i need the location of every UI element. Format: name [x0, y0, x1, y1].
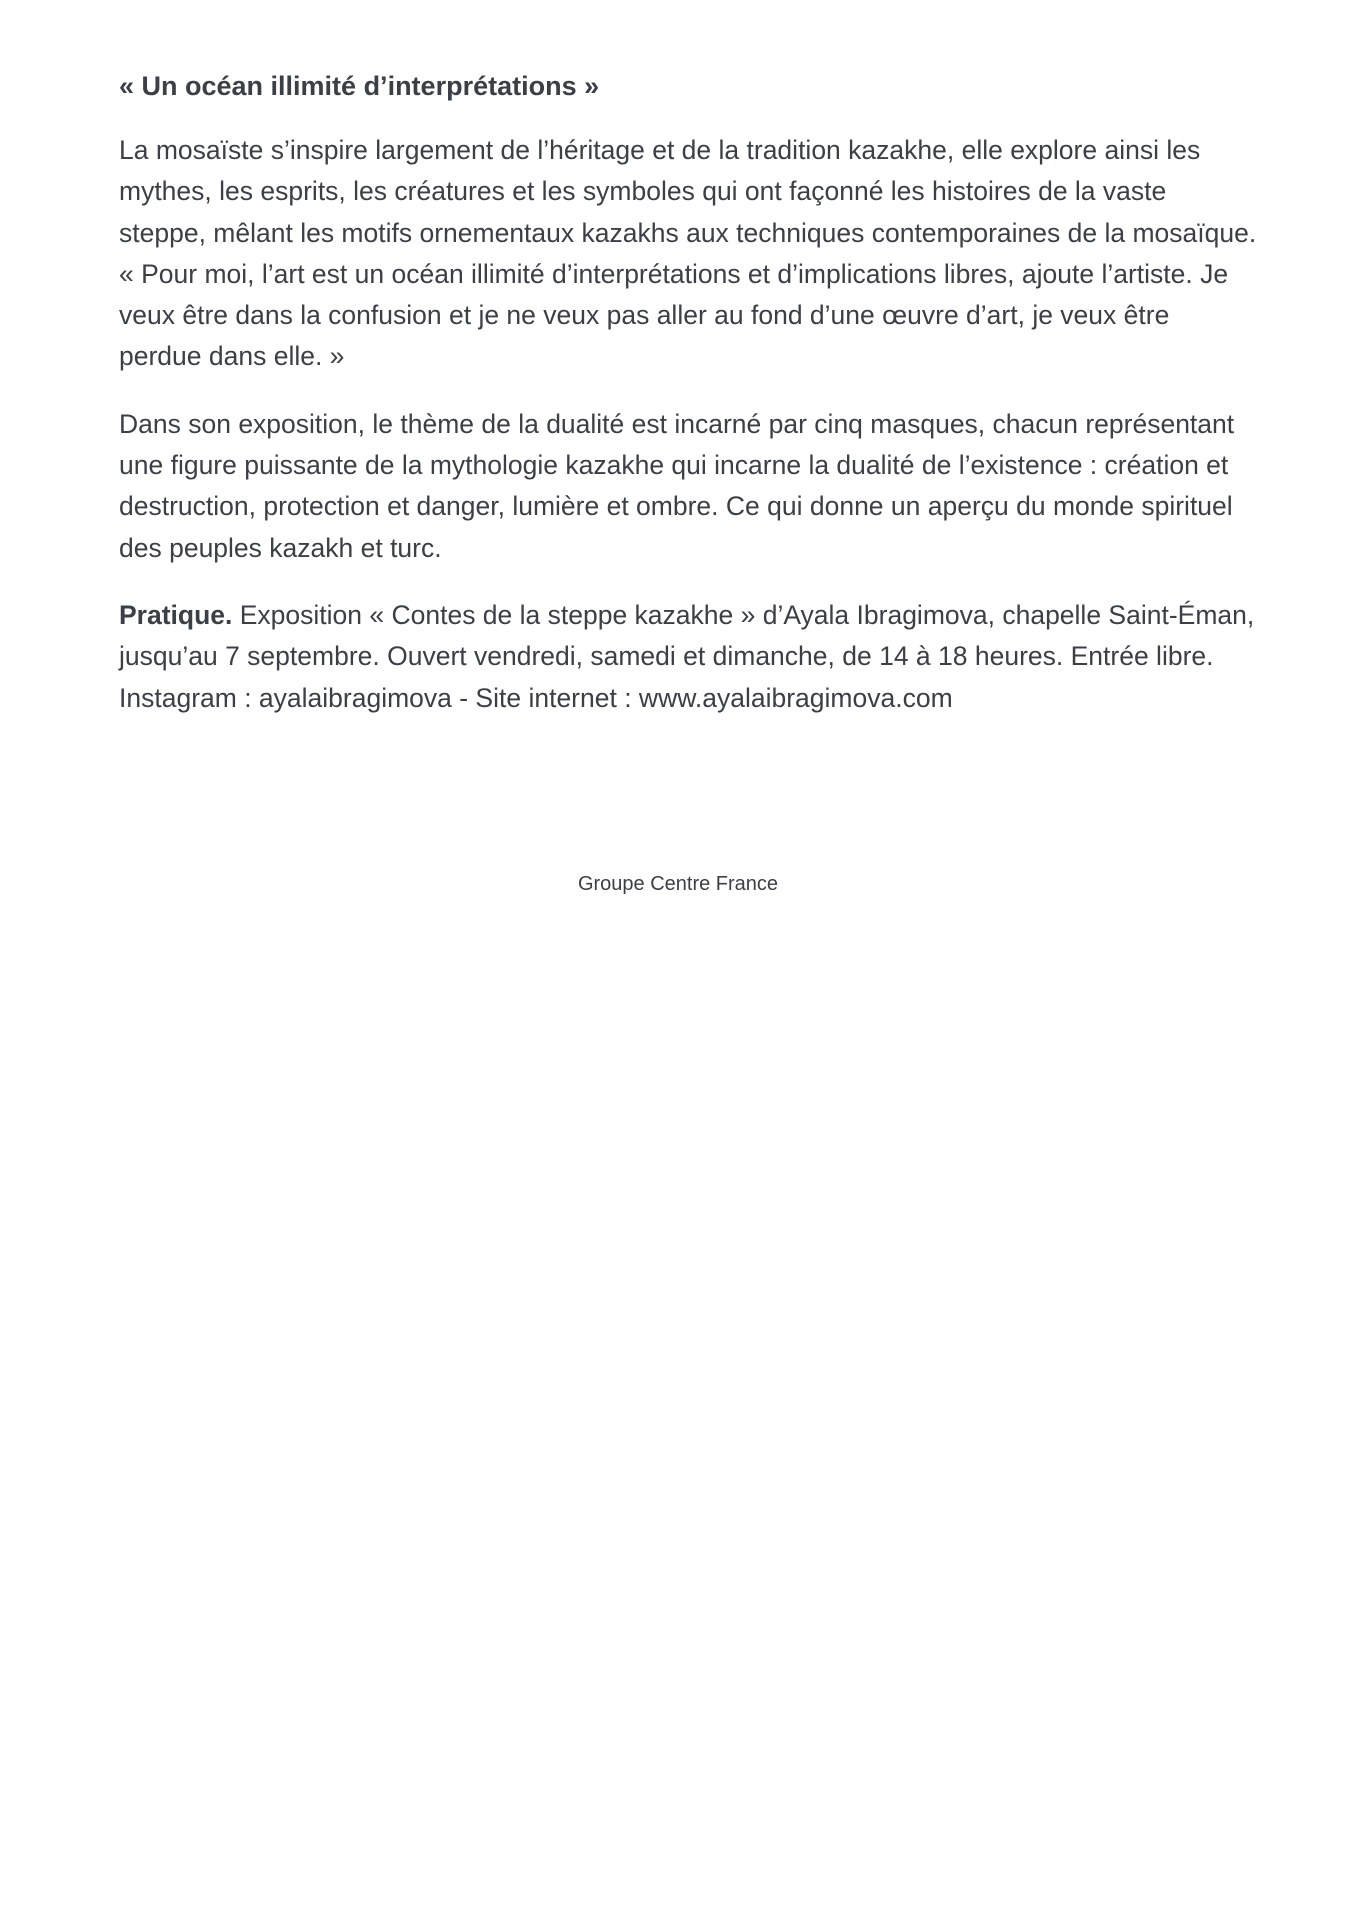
article-paragraph-1: La mosaïste s’inspire largement de l’héritage et de la tradition kazakhe, elle explore ainsi les mythes, les esprits, les créatures et les symboles qui ont façonné les histoires de la vaste steppe, mêlant les motifs ornementaux kazakhs aux techniques contemporaines de la mosaïque. « Pour moi, l’art est un océan illimité d’interprétations et d’implications libres, ajoute l’artiste. Je veux être dans la confusion et je ne veux pas aller au fond d’une œuvre d’art, je veux être perdue dans elle. » [119, 135, 1257, 372]
practical-info-text: Exposition « Contes de la steppe kazakhe » d’Ayala Ibragimova, chapelle Saint-Éman, jusqu’au 7 septembre. Ouvert vendredi, samedi et dimanche, de 14 à 18 heures. Entrée libre. Instagram : ayalaibragimova - Site internet : www.ayalaibragimova.com [119, 599, 1255, 713]
article-body [119, 66, 1259, 745]
practical-info-label: Pratique. [119, 599, 233, 630]
practical-info-paragraph [119, 595, 1259, 719]
article-paragraph-2: Dans son exposition, le thème de la dualité est incarné par cinq masques, chacun représentant une figure puissante de la mythologie kazakhe qui incarne la dualité de l’existence : création et destruction, protection et danger, lumière et ombre. Ce qui donne un aperçu du monde spirituel des peuples kazakh et turc. [119, 408, 1235, 563]
article-subheading: « Un océan illimité d’interprétations » [119, 71, 600, 101]
publisher-footer: Groupe Centre France [577, 873, 779, 895]
